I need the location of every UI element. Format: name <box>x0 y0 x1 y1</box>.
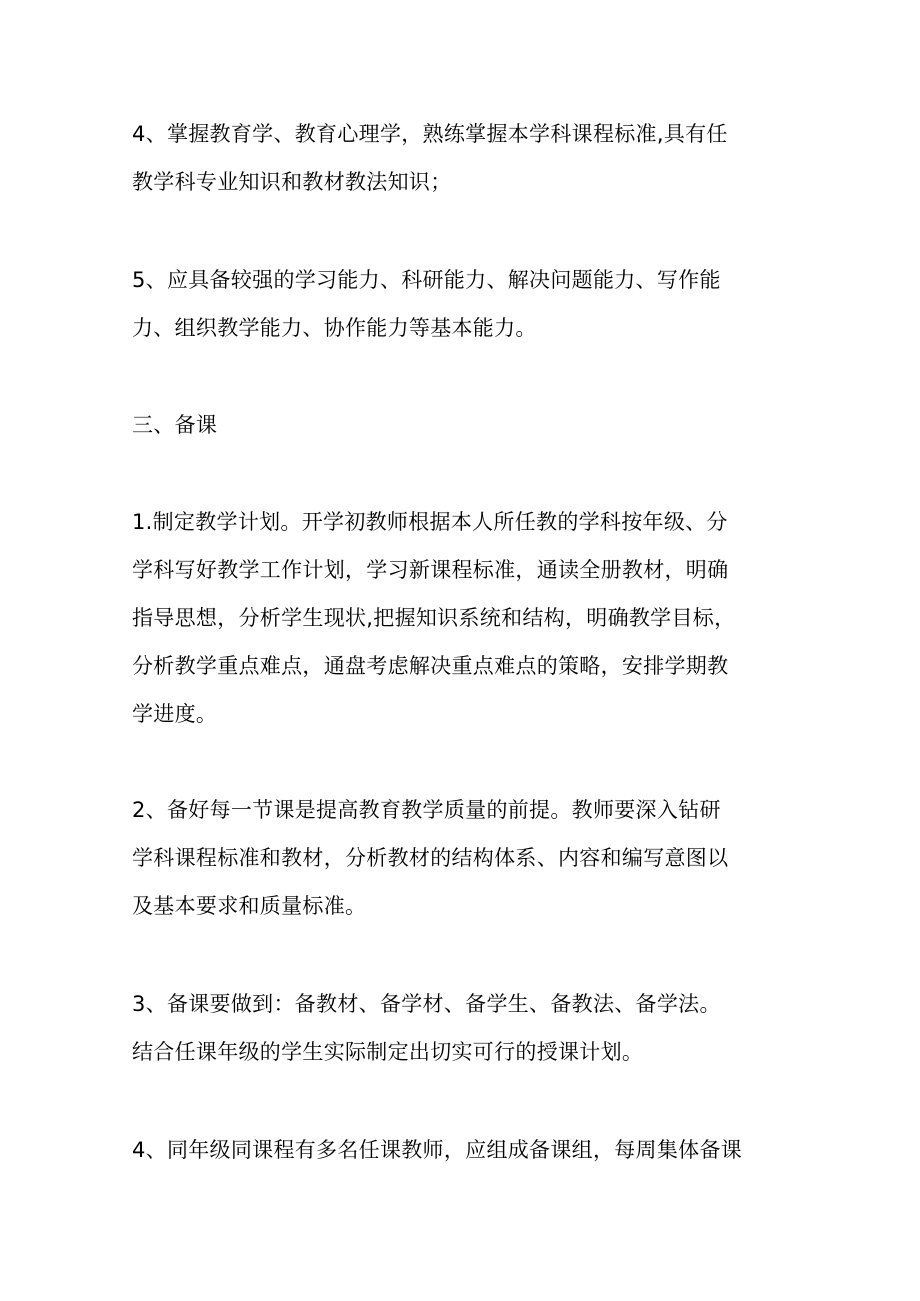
section-heading-lesson-prep <box>132 401 802 449</box>
text-line: 1.制定教学计划。开学初教师根据本人所任教的学科按年级、分 <box>132 510 728 534</box>
paragraph-item-3-requirements <box>132 980 802 1076</box>
text-line: 力、组织教学能力、协作能力等基本能力。 <box>132 316 537 340</box>
text-line: 2、备好每一节课是提高教育教学质量的前提。教师要深入钻研 <box>132 798 721 822</box>
text-line: 学科写好教学工作计划，学习新课程标准，通读全册教材，明确 <box>132 558 729 582</box>
paragraph-item-5-abilities <box>132 256 802 352</box>
text-line: 3、备课要做到：备教材、备学材、备学生、备教法、备学法。 <box>132 992 721 1016</box>
text-line: 教学科专业知识和教材教法知识； <box>132 170 452 194</box>
paragraph-item-1-teaching-plan <box>132 498 802 738</box>
text-line: 分析教学重点难点，通盘考虑解决重点难点的策略，安排学期教 <box>132 654 729 678</box>
paragraph-item-2-each-lesson <box>132 786 802 930</box>
paragraph-item-4-group-prep <box>132 1126 802 1174</box>
text-line: 5、应具备较强的学习能力、科研能力、解决问题能力、写作能 <box>132 268 721 292</box>
text-line: 4、同年级同课程有多名任课教师，应组成备课组，每周集体备课 <box>132 1138 743 1162</box>
text-line: 指导思想，分析学生现状,把握知识系统和结构，明确教学目标， <box>132 606 736 630</box>
heading-text: 三、备课 <box>132 413 218 437</box>
text-line: 学科课程标准和教材，分析教材的结构体系、内容和编写意图以 <box>132 846 729 870</box>
text-line: 4、掌握教育学、教育心理学，熟练掌握本学科课程标准,具有任 <box>132 122 728 146</box>
paragraph-item-4-qualifications <box>132 110 802 206</box>
text-line: 及基本要求和质量标准。 <box>132 894 367 918</box>
text-line: 结合任课年级的学生实际制定出切实可行的授课计划。 <box>132 1040 644 1064</box>
text-line: 学进度。 <box>132 702 218 726</box>
